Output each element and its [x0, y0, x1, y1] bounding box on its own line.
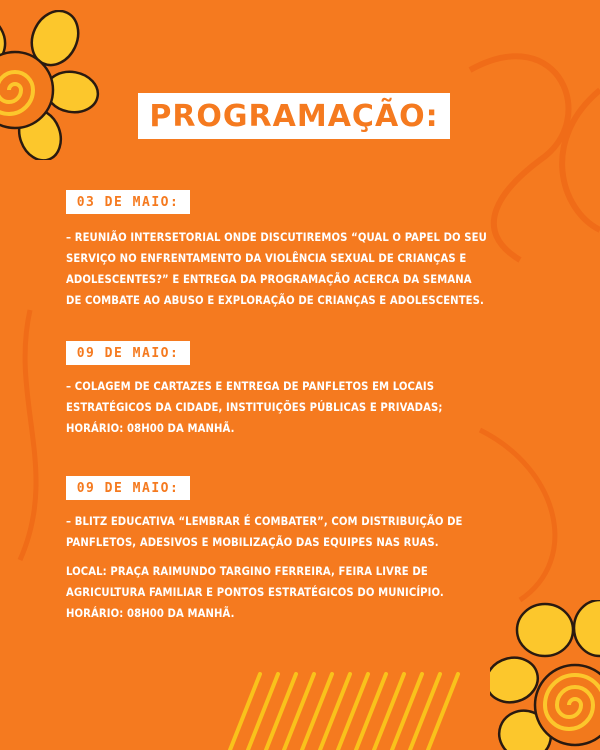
- page-title: PROGRAMAÇÃO:: [149, 98, 439, 134]
- title-banner: [138, 93, 450, 139]
- text-line: HORÁRIO: 08H00 DA MANHÃ.: [66, 607, 235, 620]
- flower-icon: [0, 10, 100, 160]
- text-line: ADOLESCENTES?” E ENTREGA DA PROGRAMAÇÃO ACERCA DA SEMANA: [66, 273, 472, 286]
- stripes-icon: [220, 668, 480, 750]
- date-label: 09 DE MAIO:: [76, 480, 180, 496]
- section-3-text: [66, 511, 536, 553]
- date-badge-1: [66, 190, 190, 214]
- text-line: SERVIÇO NO ENFRENTAMENTO DA VIOLÊNCIA SEXUAL DE CRIANÇAS E: [66, 252, 467, 265]
- date-badge-2: [66, 341, 190, 365]
- date-label: 09 DE MAIO:: [76, 345, 180, 361]
- text-line: ESTRATÉGICOS DA CIDADE, INSTITUIÇÕES PÚBLICAS E PRIVADAS;: [66, 401, 443, 414]
- section-2-text: [66, 376, 536, 439]
- text-line: – BLITZ EDUCATIVA “LEMBRAR É COMBATER”, COM DISTRIBUIÇÃO DE: [66, 515, 463, 528]
- section-1-text: [66, 227, 536, 311]
- text-line: PANFLETOS, ADESIVOS E MOBILIZAÇÃO DAS EQUIPES NAS RUAS.: [66, 536, 439, 549]
- text-line: HORÁRIO: 08H00 DA MANHÃ.: [66, 422, 235, 435]
- text-line: DE COMBATE AO ABUSO E EXPLORAÇÃO DE CRIANÇAS E ADOLESCENTES.: [66, 294, 484, 307]
- text-line: – REUNIÃO INTERSETORIAL ONDE DISCUTIREMOS “QUAL O PAPEL DO SEU: [66, 231, 487, 244]
- date-label: 03 DE MAIO:: [76, 194, 180, 210]
- section-3-location: [66, 561, 536, 624]
- flower-icon: [490, 600, 600, 750]
- text-line: – COLAGEM DE CARTAZES E ENTREGA DE PANFLETOS EM LOCAIS: [66, 380, 435, 393]
- text-line: LOCAL: PRAÇA RAIMUNDO TARGINO FERREIRA, FEIRA LIVRE DE: [66, 565, 428, 578]
- date-badge-3: [66, 476, 190, 500]
- text-line: AGRICULTURA FAMILIAR E PONTOS ESTRATÉGICOS DO MUNICÍPIO.: [66, 586, 444, 599]
